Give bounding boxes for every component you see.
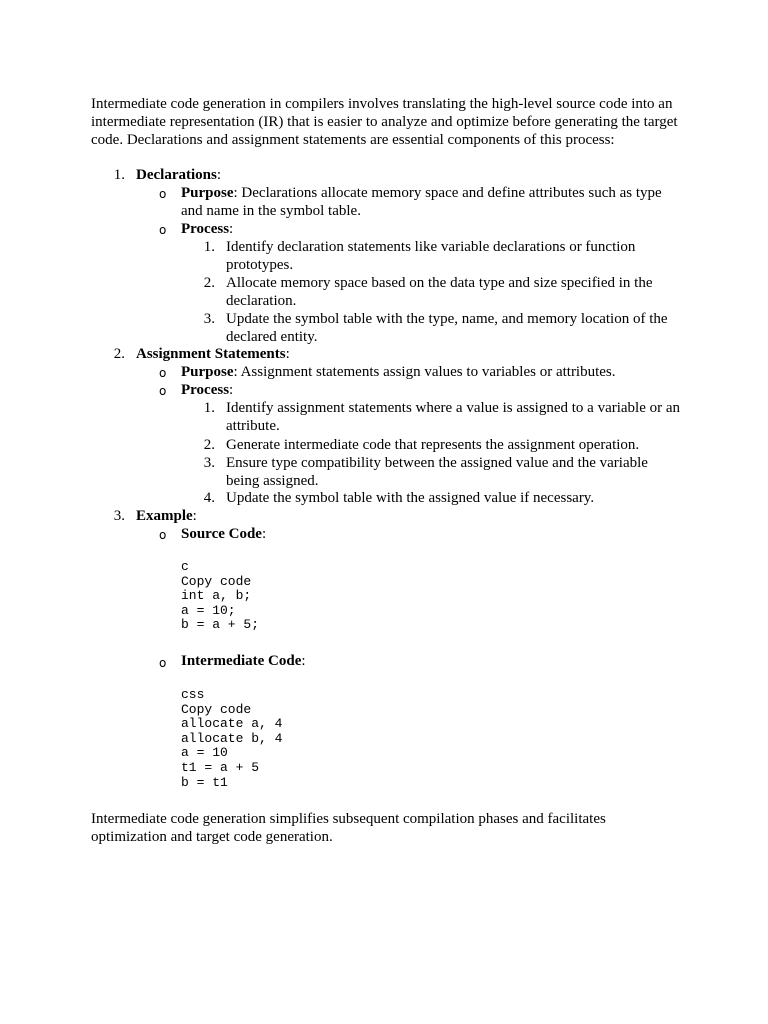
step-text: Ensure type compatibility between the assigned value and the variable being assigned. — [226, 455, 648, 489]
bullet-icon: o — [159, 223, 167, 237]
process-item: Process: — [181, 382, 234, 398]
section-number: 2. — [113, 346, 125, 362]
step-text: Identify declaration statements like variable declarations or function prototypes. — [226, 239, 636, 273]
source-code-block: c Copy code int a, b; a = 10; b = a + 5; — [181, 559, 260, 633]
purpose-item: Purpose: Assignment statements assign values to variables or attributes. — [181, 364, 616, 380]
section-title: Assignment Statements: — [136, 346, 290, 362]
step-number: 1. — [203, 400, 215, 416]
process-item: Process: — [181, 221, 234, 237]
step-text: Update the symbol table with the assigned value if necessary. — [226, 490, 595, 506]
section-title: Declarations: — [136, 167, 221, 183]
bullet-icon: o — [159, 384, 167, 398]
step-number: 2. — [203, 437, 215, 453]
step-text: Update the symbol table with the type, name, and memory location of the declared entity. — [226, 311, 668, 345]
bullet-icon: o — [159, 366, 167, 380]
step-number: 3. — [203, 455, 215, 471]
step-number: 4. — [203, 490, 215, 506]
intermediate-code-label: Intermediate Code: — [181, 653, 306, 669]
purpose-item: Purpose: Declarations allocate memory space and define attributes such as type and name in the symbol table. — [181, 185, 662, 219]
bullet-icon: o — [159, 187, 167, 201]
step-number: 3. — [203, 311, 215, 327]
bullet-icon: o — [159, 528, 167, 542]
step-text: Generate intermediate code that represents the assignment operation. — [226, 437, 640, 453]
section-number: 3. — [113, 508, 125, 524]
step-number: 1. — [203, 239, 215, 255]
intro-paragraph: Intermediate code generation in compilers involves translating the high-level source code into an intermediate representation (IR) that is easier to analyze and optimize before generating the target code. Declarations and assignment statements are essential components of this process: — [91, 96, 678, 148]
bullet-icon: o — [159, 656, 167, 670]
step-number: 2. — [203, 275, 215, 291]
section-number: 1. — [113, 167, 125, 183]
intermediate-code-block: css Copy code allocate a, 4 allocate b, 4 a = 10 t1 = a + 5 b = t1 — [181, 687, 283, 790]
section-title: Example: — [136, 508, 197, 524]
step-text: Identify assignment statements where a value is assigned to a variable or an attribute. — [226, 400, 681, 434]
step-text: Allocate memory space based on the data type and size specified in the declaration. — [226, 275, 653, 309]
source-code-label: Source Code: — [181, 526, 267, 542]
conclusion-paragraph: Intermediate code generation simplifies subsequent compilation phases and facilitates optimization and target code generation. — [91, 811, 606, 845]
